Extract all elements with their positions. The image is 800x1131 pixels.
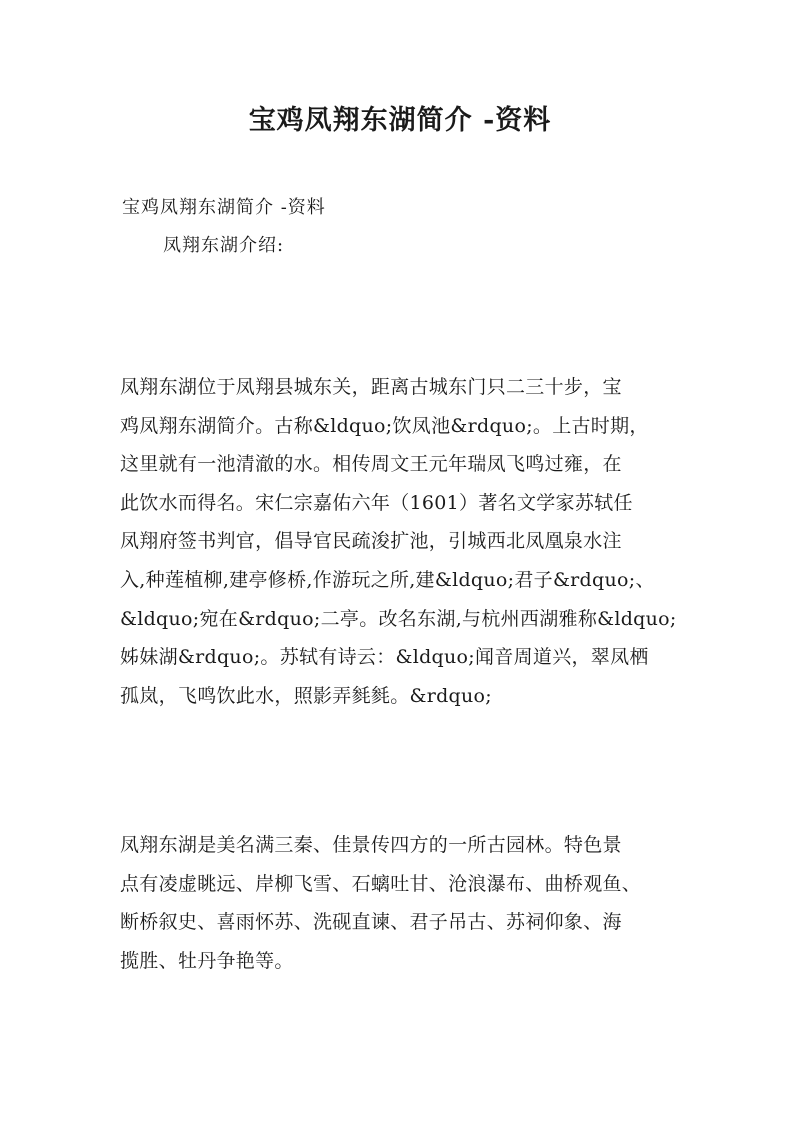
paragraph-history	[120, 368, 686, 715]
paragraph-line: &ldquo;宛在&rdquo;二亭。改名东湖,与杭州西湖雅称&ldquo;	[120, 607, 677, 630]
intro-heading: 凤翔东湖介绍:	[163, 235, 285, 256]
paragraph-line: 孤岚，飞鸣饮此水，照影弄毵毵。&rdquo;	[120, 684, 492, 707]
paragraph-line: 点有凌虚眺远、岸柳飞雪、石螭吐甘、沧浪瀑布、曲桥观鱼、	[120, 872, 642, 895]
paragraph-line: 凤翔东湖是美名满三秦、佳景传四方的一所古园林。特色景	[120, 834, 622, 856]
paragraph-line: 凤翔府签书判官，倡导官民疏浚扩池，引城西北凤凰泉水注	[120, 530, 622, 553]
paragraph-attractions	[120, 826, 686, 980]
paragraph-line: 此饮水而得名。宋仁宗嘉佑六年（1601）著名文学家苏轼任	[120, 491, 633, 514]
paragraph-line: 鸡凤翔东湖简介。古称&ldquo;饮凤池&rdquo;。上古时期，	[120, 414, 649, 437]
paragraph-line: 入,种莲植柳,建亭修桥,作游玩之所,建&ldquo;君子&rdquo;、	[120, 568, 655, 591]
paragraph-line: 姊妹湖&rdquo;。苏轼有诗云：&ldquo;闻音周道兴，翠凤栖	[120, 646, 649, 669]
paragraph-line: 揽胜、牡丹争艳等。	[120, 949, 294, 972]
document-title: 宝鸡凤翔东湖简介 -资料	[248, 105, 552, 136]
paragraph-line: 凤翔东湖位于凤翔县城东关，距离古城东门只二三十步，宝	[120, 376, 622, 398]
document-subtitle: 宝鸡凤翔东湖简介 -资料	[122, 197, 326, 218]
paragraph-line: 断桥叙史、喜雨怀苏、洗砚直谏、君子吊古、苏祠仰象、海	[120, 911, 622, 934]
paragraph-line: 这里就有一池清澈的水。相传周文王元年瑞凤飞鸣过雍，在	[120, 453, 622, 476]
